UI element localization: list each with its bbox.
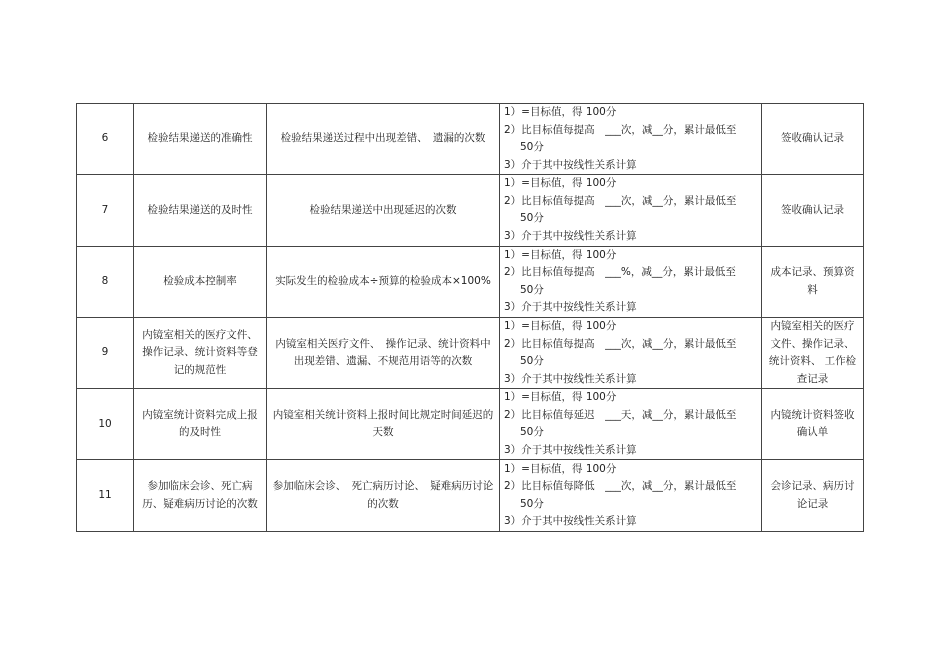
scoring-line: 3）介于其中按线性关系计算	[504, 372, 637, 385]
table-row	[77, 389, 864, 460]
table-row	[77, 460, 864, 531]
scoring-line: 3）介于其中按线性关系计算	[504, 443, 637, 456]
indicator-name: 检验结果递送的及时性	[134, 175, 267, 246]
indicator-definition: 参加临床会诊、 死亡病历讨论、 疑难病历讨论的次数	[267, 460, 500, 531]
scoring-line: 50分	[520, 497, 544, 510]
data-source: 成本记录、预算资料	[762, 246, 864, 317]
scoring-line: 2）比目标值每提高 ___次，减__分，累计最低至	[504, 194, 737, 207]
row-number: 10	[77, 389, 134, 460]
data-source: 签收确认记录	[762, 104, 864, 175]
scoring-line: 1）=目标值，得 100分	[504, 177, 617, 190]
indicator-definition: 检验结果递送过程中出现差错、 遗漏的次数	[267, 104, 500, 175]
scoring-rules	[500, 460, 762, 531]
indicator-definition: 内镜室相关医疗文件、 操作记录、统计资料中出现差错、遗漏、不规范用语等的次数	[267, 317, 500, 388]
scoring-rules	[500, 389, 762, 460]
scoring-line: 2）比目标值每提高 ___次，减__分，累计最低至	[504, 123, 737, 136]
data-source: 会诊记录、病历讨论记录	[762, 460, 864, 531]
scoring-line: 2）比目标值每降低 ___次，减__分，累计最低至	[504, 480, 737, 493]
scoring-line: 3）介于其中按线性关系计算	[504, 515, 637, 528]
indicator-name: 内镜室相关的医疗文件、操作记录、统计资料等登记的规范性	[134, 317, 267, 388]
scoring-line: 3）介于其中按线性关系计算	[504, 229, 637, 242]
scoring-line: 1）=目标值，得 100分	[504, 462, 617, 475]
scoring-line: 2）比目标值每延迟 ___天，减__分，累计最低至	[504, 408, 737, 421]
scoring-line: 3）介于其中按线性关系计算	[504, 301, 637, 314]
data-source: 内镜室相关的医疗文件、操作记录、统计资料、 工作检查记录	[762, 317, 864, 388]
scoring-line: 50分	[520, 426, 544, 439]
scoring-rules	[500, 317, 762, 388]
indicator-definition: 检验结果递送中出现延迟的次数	[267, 175, 500, 246]
data-source: 内镜统计资料签收确认单	[762, 389, 864, 460]
scoring-line: 50分	[520, 141, 544, 154]
scoring-line: 3）介于其中按线性关系计算	[504, 158, 637, 171]
indicator-name: 参加临床会诊、死亡病历、疑难病历讨论的次数	[134, 460, 267, 531]
table-row	[77, 317, 864, 388]
scoring-line: 2）比目标值每提高 ___%，减__分，累计最低至	[504, 266, 736, 279]
scoring-line: 1）=目标值，得 100分	[504, 106, 617, 119]
indicator-name: 检验结果递送的准确性	[134, 104, 267, 175]
indicator-name: 内镜室统计资料完成上报的及时性	[134, 389, 267, 460]
scoring-rules	[500, 104, 762, 175]
scoring-rules	[500, 175, 762, 246]
scoring-line: 2）比目标值每提高 ___次，减__分，累计最低至	[504, 337, 737, 350]
indicator-definition: 实际发生的检验成本÷预算的检验成本×100%	[267, 246, 500, 317]
scoring-line: 50分	[520, 283, 544, 296]
scoring-line: 1）=目标值，得 100分	[504, 320, 617, 333]
row-number: 6	[77, 104, 134, 175]
row-number: 8	[77, 246, 134, 317]
table-row	[77, 104, 864, 175]
indicator-name: 检验成本控制率	[134, 246, 267, 317]
data-source: 签收确认记录	[762, 175, 864, 246]
table-row	[77, 246, 864, 317]
scoring-line: 1）=目标值，得 100分	[504, 248, 617, 261]
scoring-line: 50分	[520, 355, 544, 368]
scoring-line: 1）=目标值，得 100分	[504, 391, 617, 404]
table-row	[77, 175, 864, 246]
indicator-definition: 内镜室相关统计资料上报时间比规定时间延迟的天数	[267, 389, 500, 460]
kpi-table	[76, 103, 864, 532]
row-number: 9	[77, 317, 134, 388]
row-number: 11	[77, 460, 134, 531]
row-number: 7	[77, 175, 134, 246]
scoring-line: 50分	[520, 212, 544, 225]
scoring-rules	[500, 246, 762, 317]
